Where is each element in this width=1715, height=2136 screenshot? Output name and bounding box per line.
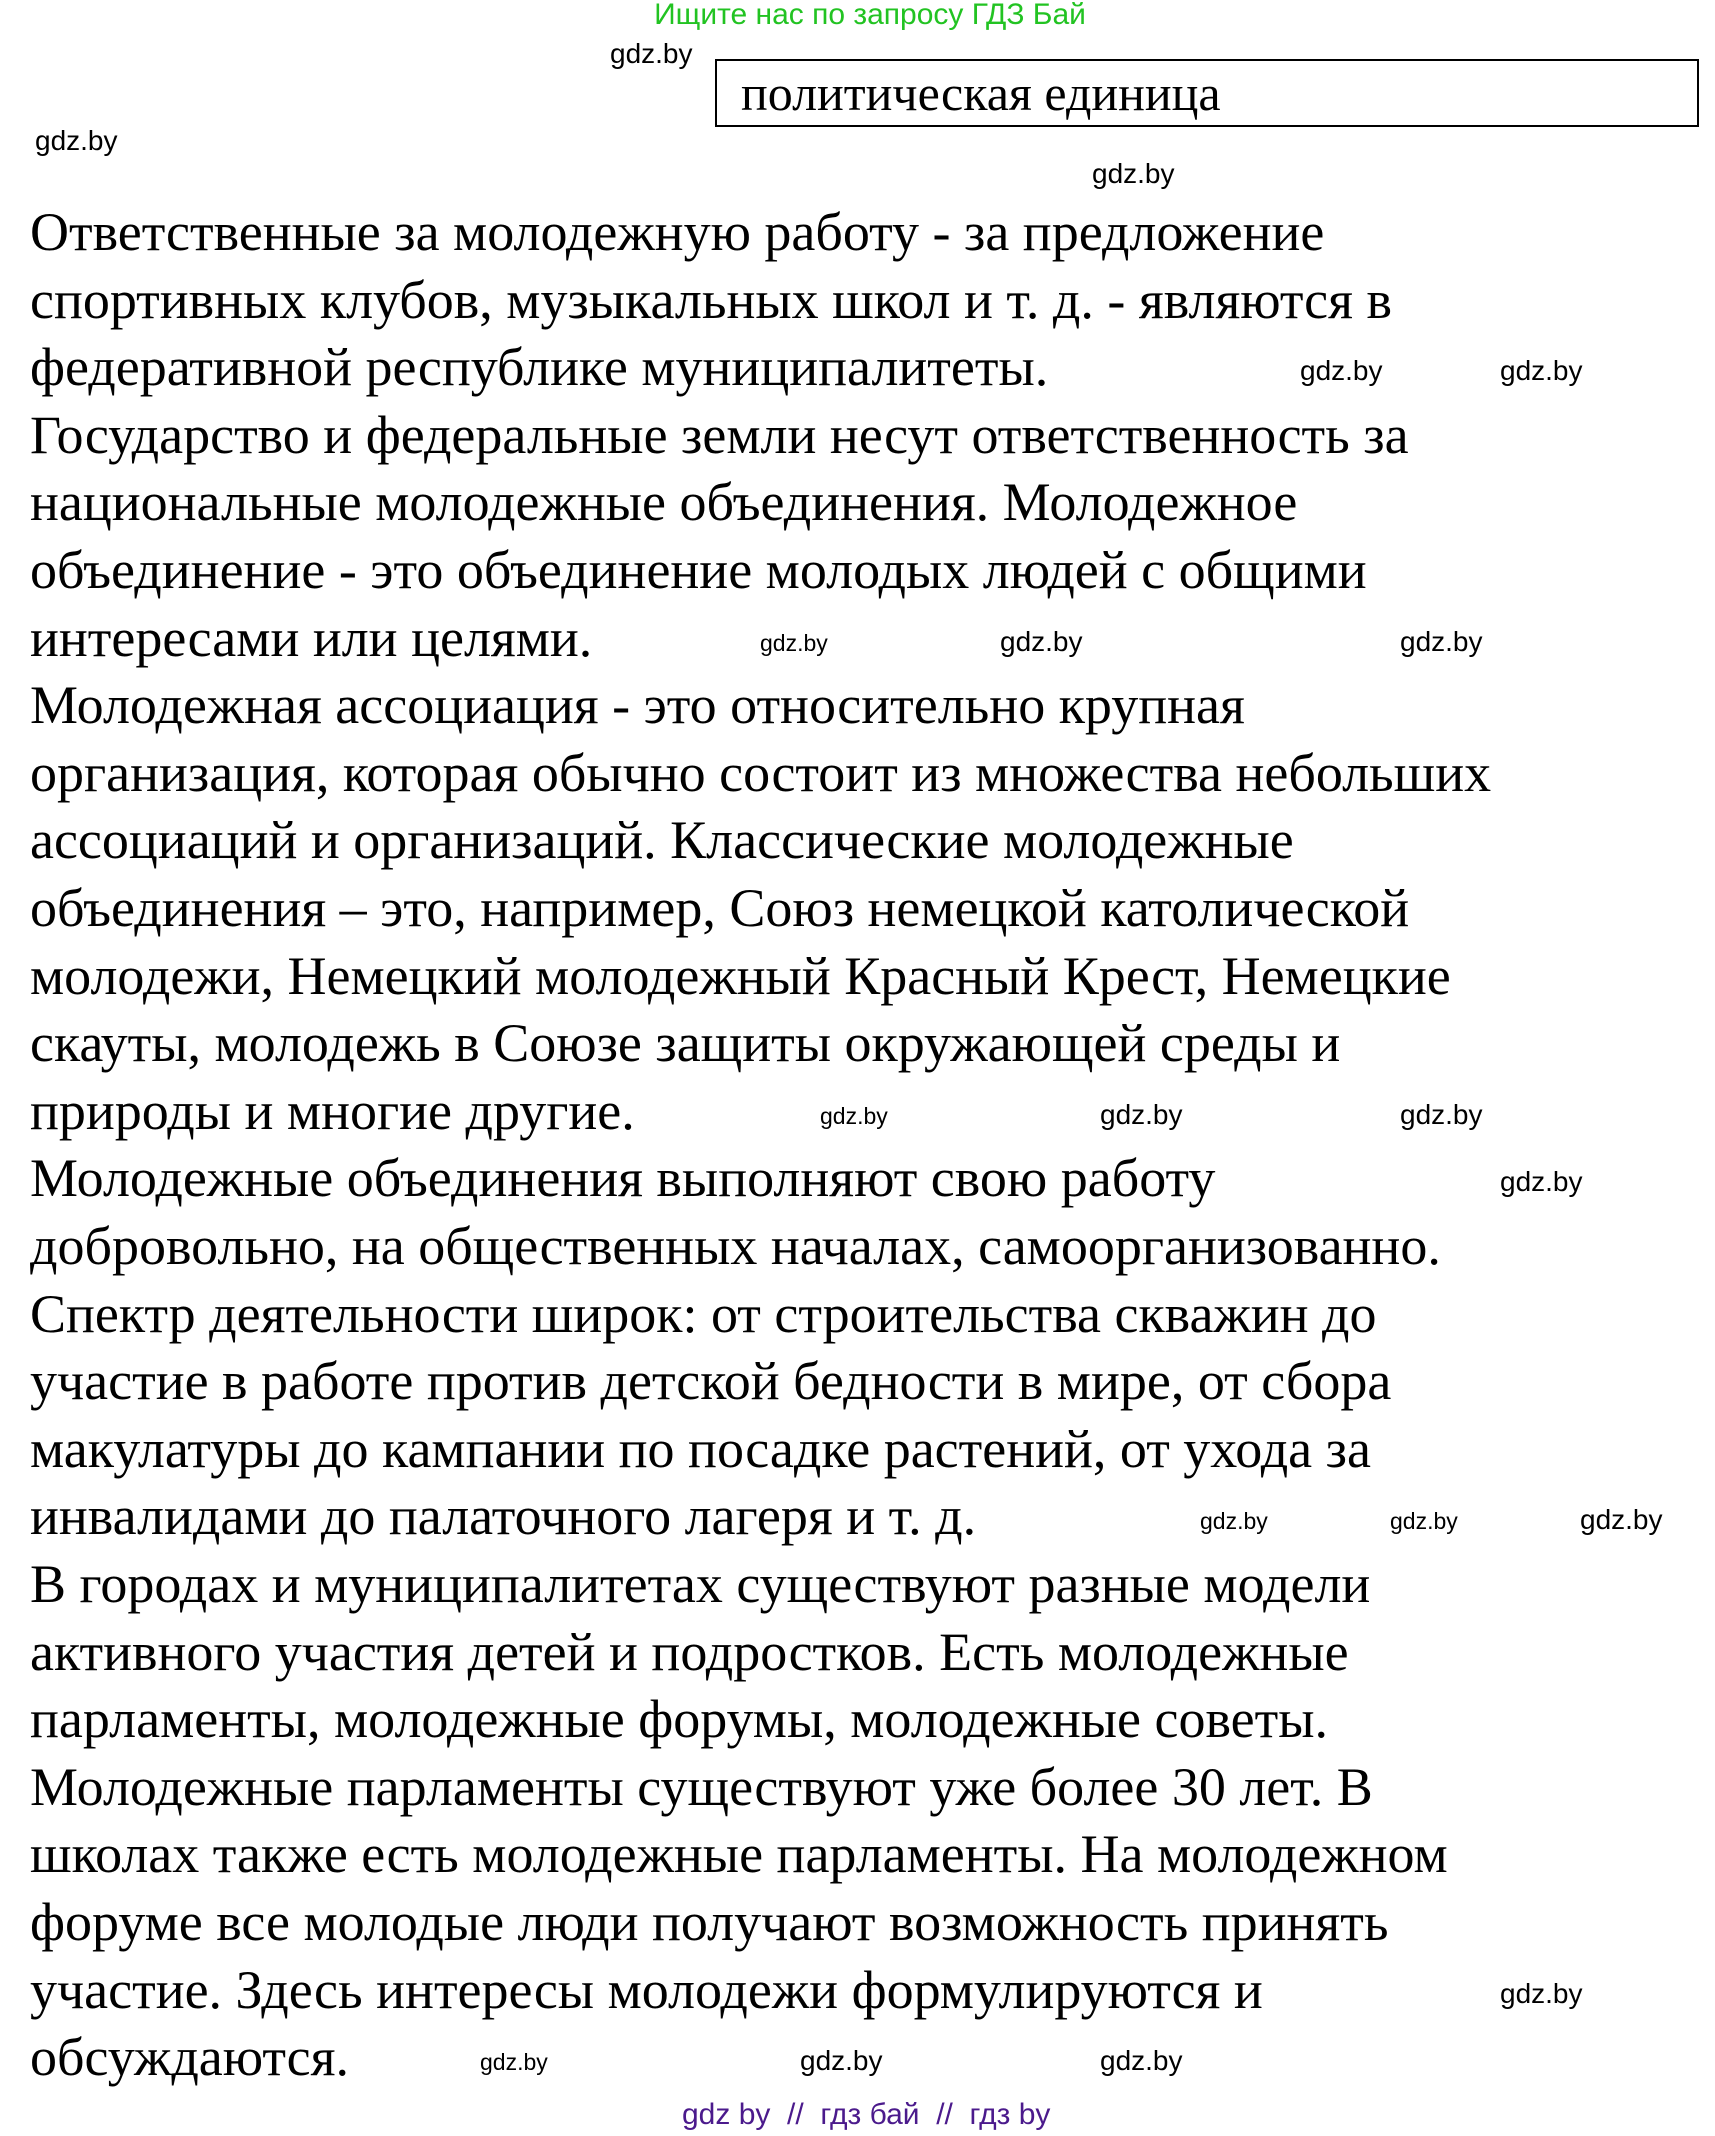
watermark: gdz.by — [1100, 2045, 1183, 2077]
watermark: gdz.by — [1500, 1166, 1583, 1198]
watermark: gdz.by — [1200, 1508, 1268, 1535]
text-line: федеративной республике муниципалитеты. — [30, 337, 1049, 398]
watermark: gdz.by — [1000, 625, 1083, 657]
text-line: организация, которая обычно состоит из множества небольших — [30, 742, 1492, 803]
watermark: gdz.by — [1580, 1504, 1663, 1536]
watermark: gdz.by — [1092, 158, 1175, 189]
text-line: объединение - это объединение молодых людей с общими — [30, 540, 1367, 600]
text-line: Государство и федеральные земли несут ответственность за — [30, 404, 1409, 465]
watermark: gdz.by — [480, 2049, 548, 2076]
footer-links: gdz by // гдз бай // гдз by — [682, 2098, 1051, 2131]
text-line: форуме все молодые люди получают возможность принять — [30, 1892, 1389, 1952]
text-line: активного участия детей и подростков. Есть молодежные — [30, 1621, 1349, 1682]
watermark: gdz.by — [610, 38, 693, 69]
watermark: gdz.by — [1400, 1098, 1483, 1130]
text-line: участие в работе против детской бедности в мире, от сбора — [30, 1351, 1392, 1412]
answer-box — [715, 59, 1699, 127]
text-line: объединения – это, например, Союз немецкой католической — [30, 878, 1410, 938]
text-line: инвалидами до палаточного лагеря и т. д. — [30, 1486, 977, 1547]
watermark: gdz.by — [1500, 355, 1583, 387]
watermark: gdz.by — [820, 1102, 888, 1129]
text-line: Спектр деятельности широк: от строительства скважин до — [30, 1283, 1377, 1344]
text-line: добровольно, на общественных началах, самоорганизованно. — [30, 1216, 1441, 1276]
search-hint: Ищите нас по запросу ГДЗ Бай — [654, 0, 1086, 31]
watermark: gdz.by — [1390, 1508, 1458, 1535]
text-line: природы и многие другие. — [30, 1080, 635, 1141]
text-line: ассоциаций и организаций. Классические молодежные — [30, 810, 1294, 871]
watermark: gdz.by — [800, 2045, 883, 2077]
text-line: школах также есть молодежные парламенты. На молодежном — [30, 1824, 1448, 1885]
watermark: gdz.by — [1500, 1977, 1583, 2009]
text-line: макулатуры до кампании по посадке растений, от ухода за — [30, 1418, 1371, 1479]
watermark: gdz.by — [1100, 1098, 1183, 1130]
watermark: gdz.by — [35, 125, 118, 156]
watermark: gdz.by — [1300, 355, 1383, 387]
text-line: Молодежная ассоциация - это относительно крупная — [30, 675, 1245, 736]
answer-text: политическая единица — [741, 65, 1221, 121]
text-line: В городах и муниципалитетах существуют разные модели — [30, 1554, 1371, 1614]
text-line: Ответственные за молодежную работу - за предложение — [30, 202, 1325, 262]
watermark: gdz.by — [1400, 625, 1483, 657]
text-line: Молодежные объединения выполняют свою работу — [30, 1148, 1216, 1209]
text-line: участие. Здесь интересы молодежи формулируются и — [30, 1959, 1263, 2020]
text-line: молодежи, Немецкий молодежный Красный Крест, Немецкие — [30, 945, 1451, 1006]
text-line: обсуждаются. — [30, 2027, 349, 2088]
text-line: интересами или целями. — [30, 607, 593, 668]
text-line: Молодежные парламенты существуют уже более 30 лет. В — [30, 1756, 1373, 1817]
text-line: парламенты, молодежные форумы, молодежные советы. — [30, 1689, 1329, 1750]
watermark: gdz.by — [760, 629, 828, 656]
text-line: скауты, молодежь в Союзе защиты окружающей среды и — [30, 1013, 1341, 1074]
text-line: спортивных клубов, музыкальных школ и т. д. - являются в — [30, 269, 1392, 330]
text-line: национальные молодежные объединения. Молодежное — [30, 472, 1298, 533]
